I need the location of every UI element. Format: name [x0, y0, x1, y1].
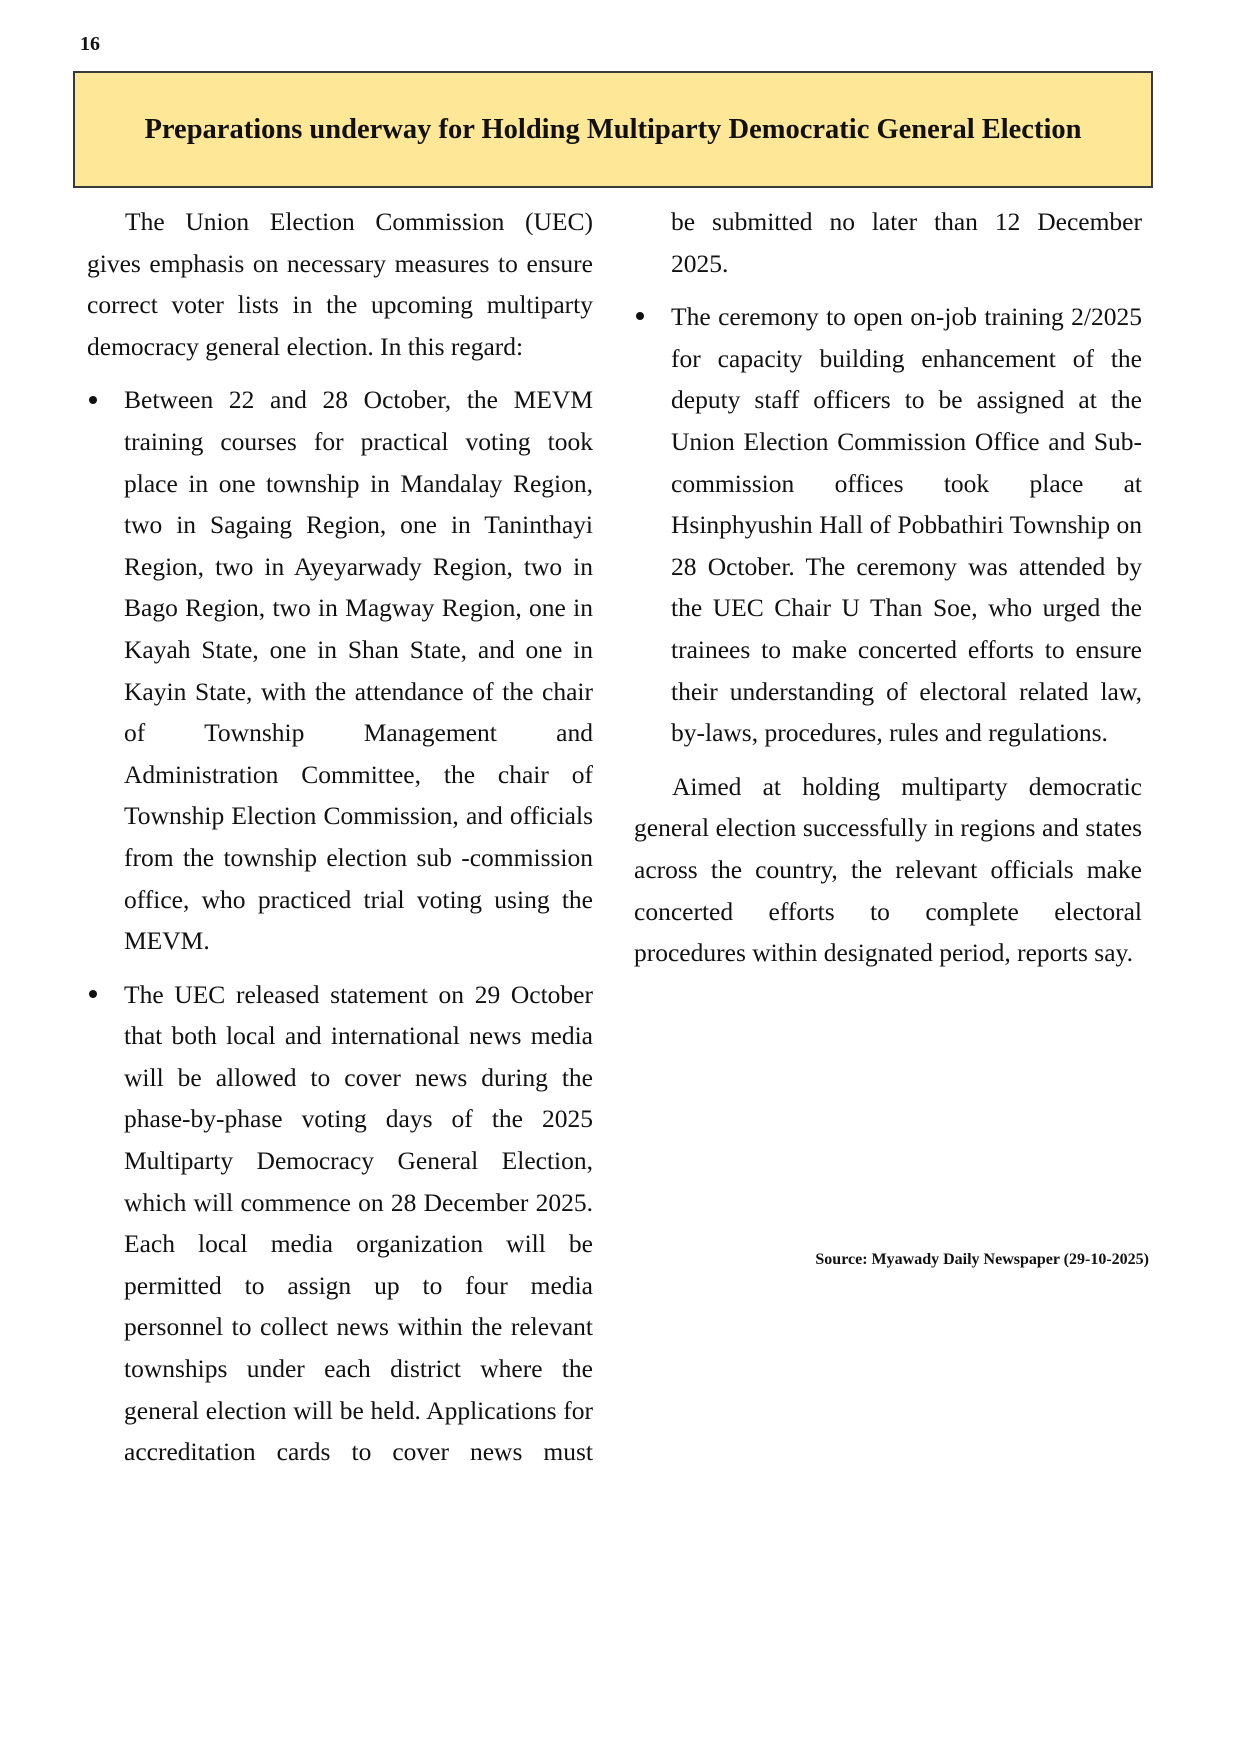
page-title: Preparations underway for Holding Multiparty Democratic General Election	[144, 113, 1082, 145]
bullet-text: The ceremony to open on-job training 2/2025 for capacity building enhancement of the deputy staff officers to be assigned at the Union Election Commission Office and Sub-commission offices took place at Hsinphyushin Hall of Pobbathiri Township on 28 October. The ceremony was attended by the UEC Chair U Than Soe, who urged the trainees to make concerted efforts to ensure their understanding of electoral related law, by-laws, procedures, rules and regulations.	[671, 302, 1142, 748]
bullet-item-media-coverage	[87, 974, 593, 1473]
bullet-text: Between 22 and 28 October, the MEVM training courses for practical voting took place in one township in Mandalay Region, two in Sagaing Region, one in Taninthayi Region, two in Ayeyarwady Region, two in Bago Region, two in Magway Region, one in Kayah State, one in Shan State, and one in Kayin State, with the attendance of the chair of Township Management and Administration Committee, the chair of Township Election Commission, and officials from the township election sub -commission office, who practiced trial voting using the MEVM.	[124, 385, 593, 956]
source-citation: Source: Myawady Daily Newspaper (29-10-2025)	[815, 1251, 1149, 1268]
bullet-item-onjob-training	[634, 296, 1142, 754]
right-column	[634, 201, 1142, 974]
bullet-icon	[634, 296, 646, 338]
bullet-item-mevm-training	[87, 379, 593, 961]
bullet-icon	[87, 974, 99, 1016]
bullet-text: The UEC released statement on 29 October that both local and international news media will be allowed to cover news during the phase-by-phase voting days of the 2025 Multiparty Democracy General Election, which will commence on 28 December 2025. Each local media organization will be permitted to assign up to four media personnel to collect news within the relevant townships under each district where the general election will be held. Applications for accreditation cards to cover news must	[124, 979, 593, 1467]
left-column	[87, 201, 593, 1473]
title-banner	[73, 71, 1153, 188]
page-number: 16	[80, 33, 100, 55]
closing-paragraph: Aimed at holding multiparty democratic general election successfully in regions and states across the country, the relevant officials make concerted efforts to complete electoral procedures within designated period, reports say.	[634, 771, 1142, 968]
intro-paragraph: The Union Election Commission (UEC) gives emphasis on necessary measures to ensure correct voter lists in the upcoming multiparty democracy general election. In this regard:	[87, 207, 593, 361]
bullet-icon	[87, 379, 99, 421]
bullet-text-continued: be submitted no later than 12 December 2025.	[671, 207, 1142, 278]
